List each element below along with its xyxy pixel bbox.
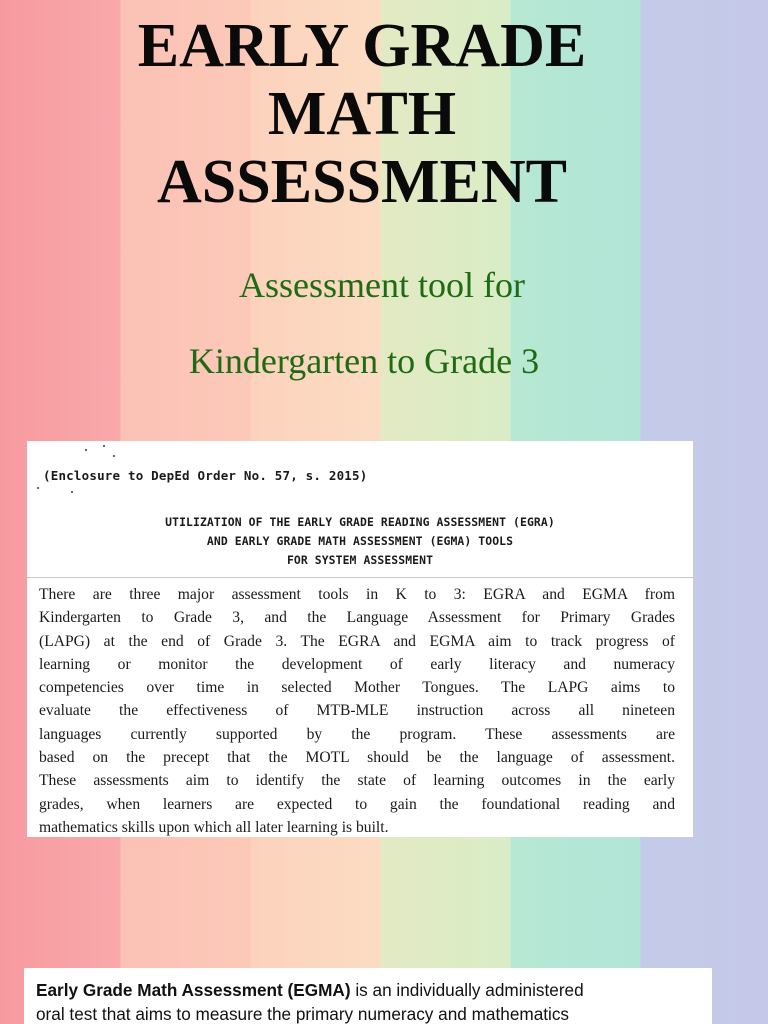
paragraph-line: competencies over time in selected Mother Tongues. The LAPG aims to [39,679,675,697]
heading-line: FOR SYSTEM ASSESSMENT [286,553,434,567]
paragraph-line: evaluate the effectiveness of MTB-MLE instruction across all nineteen [39,702,675,720]
document-scan [27,441,693,837]
paragraph-line: learning or monitor the development of early literacy and numeracy [39,655,675,673]
egma-definition-box [24,968,712,1024]
paragraph-line: There are three major assessment tools in K to 3: EGRA and EGMA from [39,586,675,603]
paragraph-line: based on the precept that the MOTL should be the language of assessment. [39,749,675,767]
subtitle-line-1: Assessment tool for [239,265,525,305]
definition-line-2: oral test that aims to measure the primary numeracy and mathematics [36,1004,570,1024]
divider [27,577,693,578]
enclosure-note: (Enclosure to DepEd Order No. 57, s. 2015) [43,468,368,483]
paragraph-line: Kindergarten to Grade 3, and the Language Assessment for Primary Grades [39,609,675,627]
scan-speck [37,487,39,489]
heading-line: UTILIZATION OF THE EARLY GRADE READING ASSESSMENT (EGRA) [165,515,555,529]
egma-definition-text [36,978,708,1024]
paragraph-line: These assessments aim to identify the state of learning outcomes in the early [39,772,675,790]
scan-speck [71,491,73,493]
paragraph-line: mathematics skills upon which all later learning is built. [39,818,389,836]
title-line: ASSESSMENT [156,148,568,216]
document-paragraph [39,583,675,839]
definition-line-1: is an individually administered [350,980,584,1000]
paragraph-line: languages currently supported by the program. These assessments are [39,725,675,743]
scan-speck [113,455,115,457]
scan-speck [103,445,105,447]
title-line: MATH [267,80,457,148]
document-heading [27,513,693,570]
subtitle-line-2: Kindergarten to Grade 3 [188,341,540,381]
paragraph-line: grades, when learners are expected to gain the foundational reading and [39,795,675,813]
paragraph-line: (LAPG) at the end of Grade 3. The EGRA and EGMA aim to track progress of [39,632,675,650]
heading-line: AND EARLY GRADE MATH ASSESSMENT (EGMA) TOOLS [206,534,514,548]
egma-term: Early Grade Math Assessment (EGMA) [36,980,351,1000]
scan-speck [85,449,87,451]
slide-title [0,12,724,216]
title-line: EARLY GRADE [137,12,587,80]
